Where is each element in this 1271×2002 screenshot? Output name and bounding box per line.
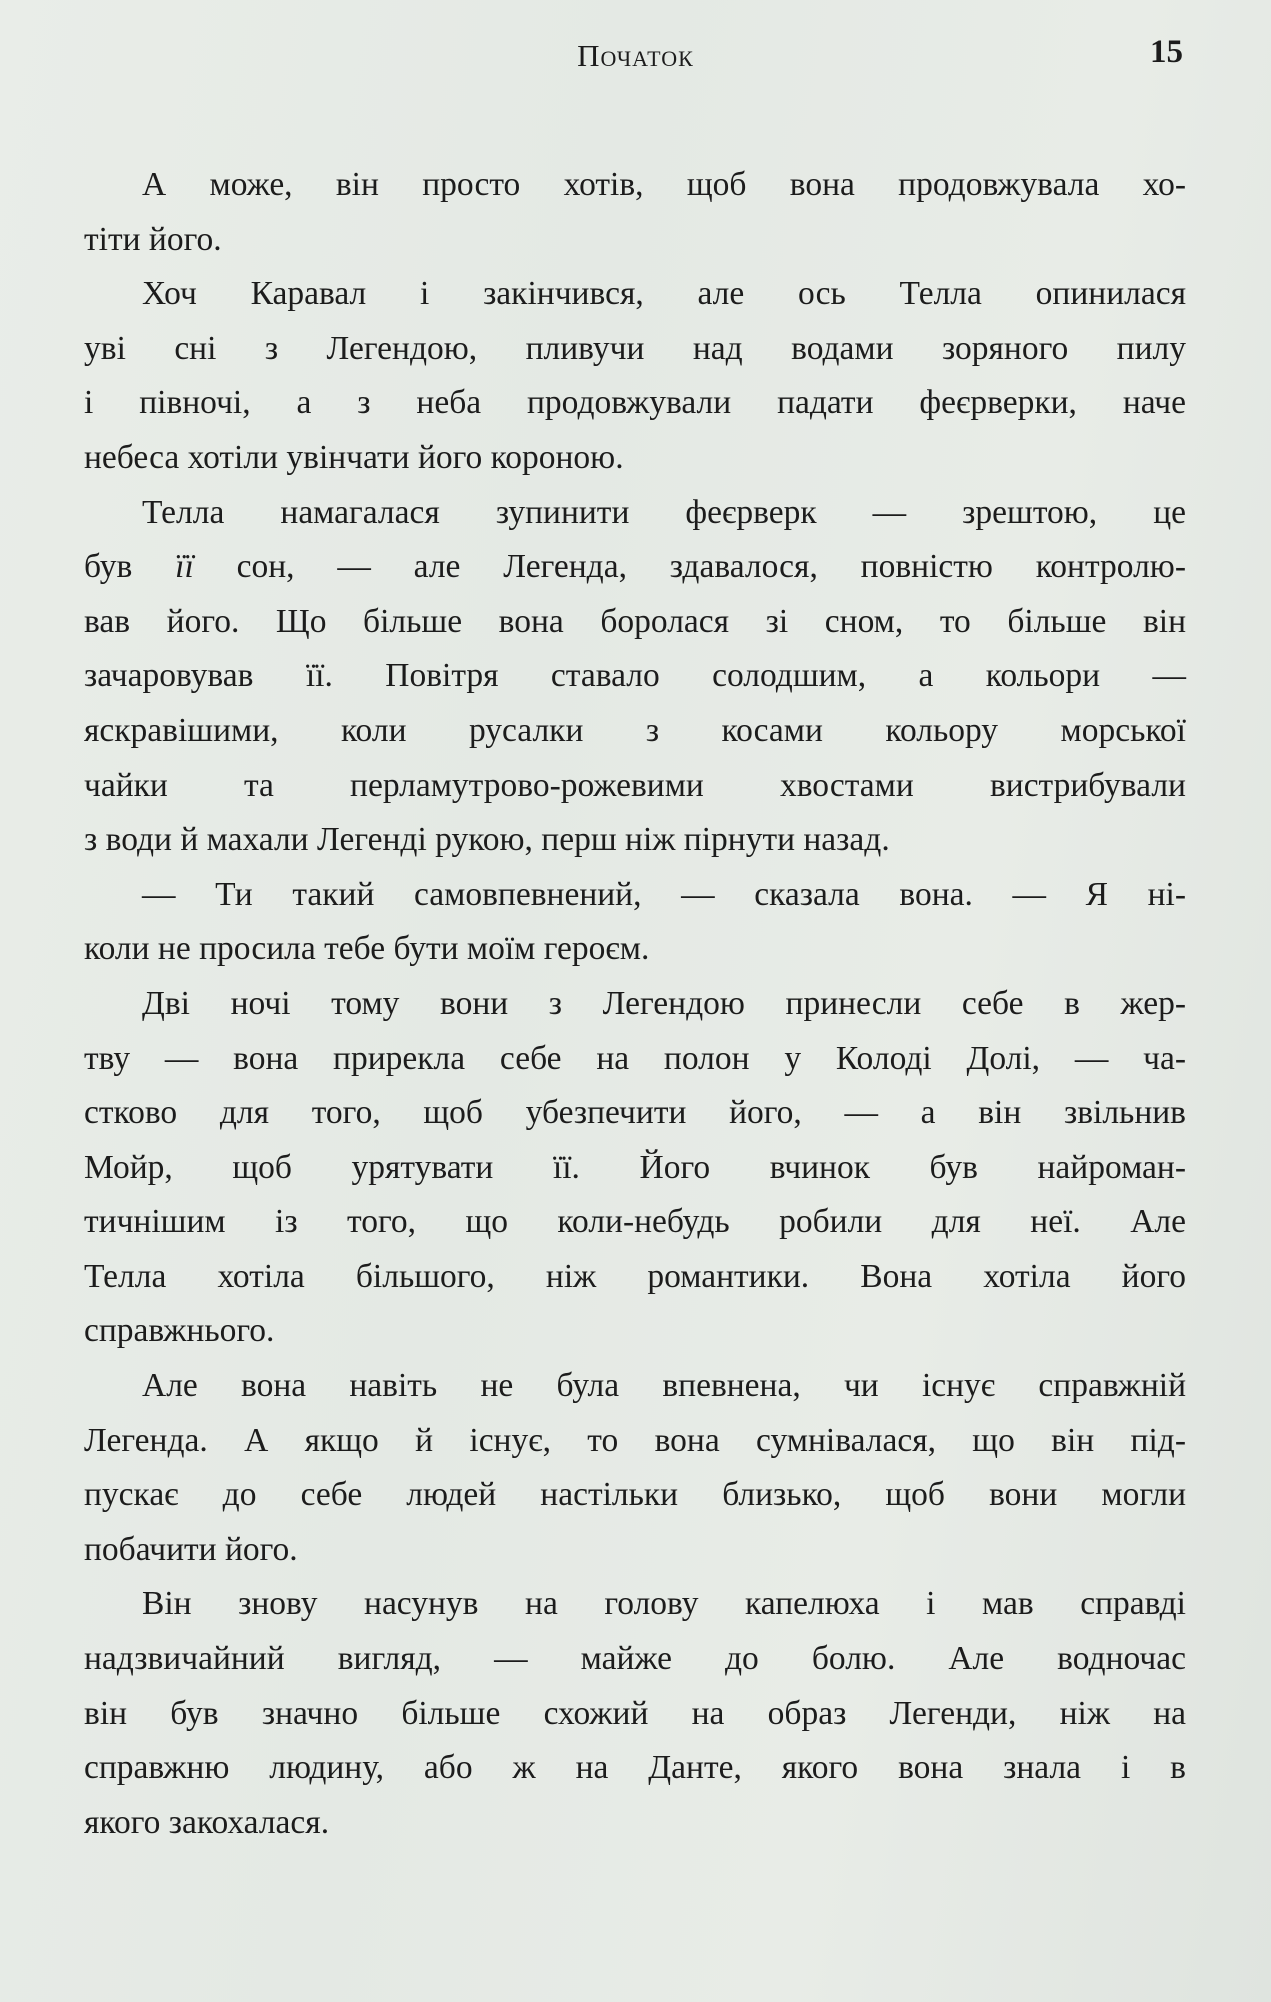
text-line: — Ти такий самовпевнений, — сказала вона. — Я ні- — [142, 875, 1186, 913]
text-line: Легенда. А якщо й існує, то вона сумнівалася, що він під- — [84, 1421, 1186, 1459]
text-line: зачаровував її. Повітря ставало солодшим, а кольори — — [84, 657, 1186, 695]
text-line: з води й махали Легенді рукою, перш ніж пірнути назад. — [84, 821, 890, 859]
text-line: побачити його. — [84, 1530, 298, 1568]
text-line: стково для того, щоб убезпечити його, — а він звільнив — [84, 1094, 1186, 1132]
text-line: Телла хотіла більшого, ніж романтики. Вона хотіла його — [84, 1257, 1186, 1295]
running-title: Початок — [577, 38, 694, 73]
text-line: справжню людину, або ж на Данте, якого вона знала і в — [84, 1749, 1186, 1787]
text-line: Дві ночі тому вони з Легендою принесли себе в жер- — [142, 984, 1186, 1022]
text-line: Він знову насунув на голову капелюха і мав справді — [142, 1585, 1186, 1623]
paragraph — [84, 486, 1186, 868]
text-line: пускає до себе людей настільки близько, щоб вони могли — [84, 1476, 1186, 1514]
paragraph — [84, 868, 1186, 977]
paragraph — [84, 977, 1186, 1359]
body-text — [84, 158, 1186, 1850]
text-line-with-italic: був її сон, — але Легенда, здавалося, повністю контролю- — [84, 548, 1186, 586]
text-line: вав його. Що більше вона боролася зі сном, то більше він — [84, 602, 1186, 640]
page-header — [0, 34, 1271, 84]
text-line: і півночі, а з неба продовжували падати феєрверки, наче — [84, 384, 1186, 422]
text-line: Мойр, щоб урятувати її. Його вчинок був найроман- — [84, 1148, 1186, 1186]
text-line: тичнішим із того, що коли-небудь робили для неї. Але — [84, 1203, 1186, 1241]
paragraph — [84, 1359, 1186, 1577]
text-line: Хоч Каравал і закінчився, але ось Телла опинилася — [142, 275, 1186, 313]
text-line: він був значно більше схожий на образ Легенди, ніж на — [84, 1694, 1186, 1732]
paragraph — [84, 267, 1186, 485]
text-line: справжнього. — [84, 1312, 275, 1350]
text-line: чайки та перламутрово-рожевими хвостами вистрибували — [84, 766, 1186, 804]
text-line: тіти його. — [84, 220, 222, 258]
text-line: Але вона навіть не була впевнена, чи існує справжній — [142, 1367, 1186, 1405]
text-line: коли не просила тебе бути моїм героєм. — [84, 930, 650, 968]
italic-emphasis: її — [175, 548, 194, 586]
text-line: надзвичайний вигляд, — майже до болю. Але водночас — [84, 1640, 1186, 1678]
text-line: Телла намагалася зупинити феєрверк — зрештою, це — [142, 493, 1186, 531]
text-line: уві сні з Легендою, пливучи над водами зоряного пилу — [84, 329, 1186, 367]
text-line: небеса хотіли увінчати його короною. — [84, 438, 624, 476]
text-line: А може, він просто хотів, щоб вона продовжувала хо- — [142, 166, 1186, 203]
text-line: тву — вона прирекла себе на полон у Колоді Долі, — ча- — [84, 1039, 1186, 1077]
text-line: якого закохалася. — [84, 1803, 330, 1841]
text-line: яскравішими, коли русалки з косами кольору морської — [84, 711, 1186, 749]
paragraph — [84, 158, 1186, 267]
paragraph — [84, 1577, 1186, 1850]
page-number: 15 — [1150, 34, 1183, 70]
